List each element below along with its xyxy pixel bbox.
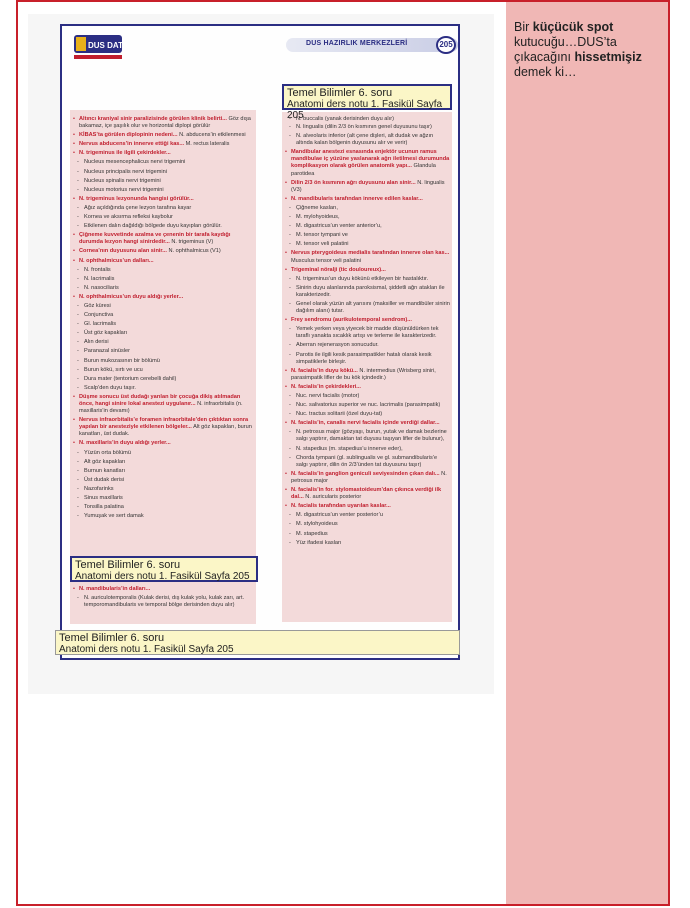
item-text: Conjunctiva	[84, 312, 114, 319]
list-item	[72, 321, 252, 328]
list-item	[72, 330, 252, 337]
item-question: N. mandibularis tarafından innerve edilen kaslar...	[291, 195, 423, 202]
list-item	[284, 267, 450, 274]
item-text: Göz küresi	[84, 302, 111, 309]
list-item	[284, 196, 450, 203]
item-text: N. alveolaris inferior (alt çene dişleri, alt dudak ve ağzın altında kalan bölgenin duyusunu alır ve verir)	[296, 133, 434, 147]
item-question: Nervus pterygoideus medialis tarafından innerve olan kas...	[291, 250, 450, 257]
item-text: Yüzün orta bölümü	[84, 449, 131, 456]
item-text: Tonsilla palatina	[84, 504, 124, 511]
side-note	[514, 20, 664, 80]
item-text: Glandula parotidea	[291, 163, 436, 177]
list-item	[284, 512, 450, 519]
list-item	[284, 429, 450, 443]
list-item	[72, 196, 252, 203]
item-question: Trigeminal nöralji (tic douloureux)...	[291, 266, 386, 273]
item-text: Parotis ile ilgili kesik parasimpatikler hatalı olarak kesik simpatiklerle birleşir.	[296, 351, 432, 365]
item-question: N. trigeminus ile ilgili çekirdekler...	[79, 150, 171, 157]
list-item	[72, 348, 252, 355]
list-item	[284, 317, 450, 324]
item-text: Göz dışa bakamaz, içe şaşılık olur ve horizontal diplopi görülür	[79, 116, 251, 130]
item-text: Aberran rejenerasyon sonucudur.	[296, 342, 379, 349]
item-text: Nazofarinks	[84, 485, 114, 492]
list-item	[284, 285, 450, 299]
item-text: Sinus maxillaris	[84, 495, 123, 502]
item-text: N. petrosus major	[291, 470, 447, 484]
item-question: Dilin 2/3 ön kısmının ağrı duyusunu alan sinir...	[291, 179, 416, 186]
list-item	[72, 486, 252, 493]
item-question: N. facialis’in, canalis nervi facialis içinde verdiği dallar...	[291, 420, 440, 427]
item-question: Düşme sonucu üst dudağı yarılan bir çocuğa dikiş atılmadan önce, hangi sinire lokal anestezi uygulanır...	[79, 393, 241, 407]
list-item	[284, 420, 450, 427]
item-text: Burnun kanatları	[84, 467, 126, 474]
item-question: N. maxillaris’in duyu aldığı yerler...	[79, 440, 171, 447]
list-item	[284, 411, 450, 418]
list-item	[72, 232, 252, 246]
item-question: N. facialis’in ganglion geniculi seviyesinden çıkan dalı...	[291, 470, 440, 477]
list-item	[284, 352, 450, 366]
list-item	[284, 521, 450, 528]
list-item	[72, 205, 252, 212]
list-item	[72, 450, 252, 457]
item-text: Musculus tensor veli palatini	[291, 257, 361, 264]
item-text: N. ophthalmicus (V1)	[166, 248, 221, 255]
item-question: Frey sendromu (aurikulotemporal sendrom)...	[291, 317, 412, 324]
item-question: Altıncı kraniyal sinir paralizisinde görülen klinik belirti...	[79, 116, 227, 122]
item-text: Kornea ve aksırma refleksi kaybolur	[84, 214, 173, 221]
item-text: Alın derisi	[84, 339, 109, 346]
item-text: N. lingualis (dilin 2/3 ön kısmının genel duyusunu taşır)	[296, 124, 432, 130]
item-text: Scalp’den duyu taşır.	[84, 384, 136, 391]
item-text: Nuc. tractus solitarii (özel duyu-tat)	[296, 411, 383, 418]
item-question: Cornea’nın duyusunu alan sinir...	[79, 248, 167, 255]
list-item	[72, 312, 252, 319]
item-text: M. tensor veli palatini	[296, 241, 349, 248]
list-item	[72, 376, 252, 383]
note-subtitle: Anatomi ders notu 1. Fasikül Sayfa 205	[287, 99, 443, 121]
item-text: M. rectus lateralis	[184, 141, 230, 148]
logo-text: DUS DATA	[88, 41, 129, 50]
highlight-box-middle	[70, 556, 258, 582]
note-title: Temel Bilimler 6. soru	[75, 559, 181, 571]
list-item	[284, 205, 450, 212]
list-item	[72, 159, 252, 166]
item-text: Chorda tympani (gl. sublingualis ve gl. submandibularis’e salgı yaptırır, dilin ön 2/3’ünden tat duyusunu taşır)	[296, 454, 438, 468]
note-subtitle: Anatomi ders notu 1. Fasikül Sayfa 205	[59, 644, 234, 655]
list-item	[284, 180, 450, 194]
list-item	[72, 132, 252, 139]
list-item	[284, 250, 450, 264]
item-text: N. auriculotemporalis (Kulak derisi, dış kulak yolu, kulak zarı, art. temporomandibularis ve temporal bölge derisinden duyu alır)	[84, 595, 245, 609]
item-question: N. facialis’in duyu kökü...	[291, 367, 358, 374]
list-item	[284, 531, 450, 538]
list-item	[72, 477, 252, 484]
item-text: Burun kökü, sırtı ve ucu	[84, 366, 143, 373]
list-item	[72, 303, 252, 310]
item-text: Genel olarak yüzün alt yarısını (maksiller ve mandibüler sinirin dağılım alanı) tutar.	[296, 300, 450, 315]
header-title: DUS HAZIRLIK MERKEZLERİ	[306, 40, 408, 47]
list-item	[284, 241, 450, 248]
list-item	[72, 385, 252, 392]
item-text: Yumuşak ve sert damak	[84, 513, 144, 520]
side-panel	[506, 2, 668, 904]
item-text: N. lacrimalis	[84, 275, 115, 282]
list-item	[284, 384, 450, 391]
side-note-text: demek ki…	[514, 65, 577, 79]
right-column	[284, 124, 450, 549]
item-question: KİBAS’ta görülen diplopinin nedeni...	[79, 132, 178, 139]
item-text: M. tensor tympani ve	[296, 232, 348, 239]
list-item	[72, 513, 252, 520]
item-question: N. facialis tarafından uyarılan kaslar...	[291, 503, 391, 510]
item-question: N. ophthalmicus’un dalları...	[79, 257, 154, 264]
item-question: Nervus infraorbitalis’e foramen infraorbitale’den çıktıktan sonra yapılan bir anesteziyle etkilenen bölgeler...	[79, 417, 249, 431]
item-text: N. intermedius (Wrisberg siniri, parasimpatik lifler de bu kök içindedir.)	[291, 367, 436, 381]
item-text: Nucleus spinalis nervi trigemini	[84, 177, 161, 184]
list-item	[284, 326, 450, 340]
list-item	[72, 504, 252, 511]
list-item: - N. buccalis (yanak derisinden duyu alır)	[284, 116, 450, 123]
item-question: Nervus abducens’in innerve ettiği kas...	[79, 141, 185, 148]
item-text: Burun mukozasının bir bölümü	[84, 357, 160, 364]
list-item	[284, 446, 450, 453]
item-text: N. abducens’in etkilenmesi	[177, 132, 246, 139]
list-item	[72, 285, 252, 292]
item-text: M. stapedius	[296, 530, 328, 537]
list-item	[72, 586, 252, 593]
item-question: N. ophthalmicus’un duyu aldığı yerler...	[79, 293, 184, 300]
list-item	[72, 468, 252, 475]
side-note-bold: küçücük spot	[532, 20, 614, 34]
list-item	[72, 150, 252, 157]
item-text: Etkilenen dalın dağıldığı bölgede duyu kayıpları görülür.	[84, 223, 222, 230]
side-note-text: Bir	[514, 20, 533, 34]
item-text: Sinirin duyu alanlarında paroksismal, şiddetli ağrı atakları ile karakterizedir.	[296, 284, 445, 298]
list-item	[72, 214, 252, 221]
item-question: N. mandibularis’in dalları...	[79, 586, 151, 592]
item-text: Nuc. salivatorius superior ve nuc. lacrimalis (parasimpatik)	[296, 402, 441, 409]
item-question: N. facialis’in for. stylomastoideum’dan çıkınca verdiği ilk dal...	[291, 487, 442, 501]
side-note-bold: hissetmişiz	[574, 50, 642, 64]
item-text: Nucleus mesencephalicus nervi trigemini	[84, 159, 186, 166]
list-item	[72, 367, 252, 374]
list-item	[284, 276, 450, 283]
item-text: Nuc. nervi facialis (motor)	[296, 393, 360, 399]
list-item	[72, 248, 252, 255]
list-item	[72, 169, 252, 176]
item-text: Çiğneme kasları,	[296, 204, 338, 211]
item-text: M. stylohyoideus	[296, 521, 338, 528]
list-item	[72, 276, 252, 283]
list-item	[284, 368, 450, 382]
item-text: Gl. lacrimalis	[84, 321, 117, 328]
item-text: Alt göz kapakları, burun kanatları, üst dudak.	[79, 424, 252, 438]
page-number-badge: 205	[436, 36, 456, 54]
item-text: N. infraorbitalis (n. maxillaris’in devamı)	[79, 401, 243, 415]
list-item	[284, 301, 450, 315]
item-text: N. stapedius (m. stapedius’u innerve eder),	[296, 445, 403, 452]
item-text: Üst dudak derisi	[84, 476, 125, 483]
list-item	[284, 455, 450, 469]
item-text: M. mylohyoideus,	[296, 214, 340, 221]
list-item	[72, 141, 252, 148]
left-column	[72, 116, 252, 522]
left-column-bottom	[72, 586, 252, 611]
list-item	[284, 232, 450, 239]
item-question: N. trigeminus lezyonunda hangisi görülür...	[79, 195, 194, 202]
item-text: M. digastricus’un venter posterior’u	[296, 512, 383, 519]
item-text: N. auricularis posterior	[303, 494, 362, 501]
list-item	[284, 133, 450, 147]
list-item	[284, 540, 450, 547]
item-text: N. petrosus major (gözyaşı, burun, yutak ve damak bezlerine salgı yaptırır, damaktan tat duyusu taşıyan lifler de bulunur),	[296, 429, 447, 443]
item-text: Nucleus principalis nervi trigemini	[84, 168, 168, 175]
list-item	[72, 294, 252, 301]
item-text: Ağız açıldığında çene lezyon tarafına kayar	[84, 204, 192, 211]
list-item	[72, 595, 252, 609]
item-text: M. digastricus’un venter anterior’u,	[296, 223, 382, 230]
list-item	[72, 339, 252, 346]
list-item	[72, 394, 252, 415]
item-text: Alt göz kapakları	[84, 458, 126, 465]
list-item	[284, 342, 450, 349]
dusdata-logo	[72, 33, 129, 63]
note-title: Temel Bilimler 6. soru	[59, 632, 165, 644]
item-text: Yemek yerken veya yiyecek bir madde düşünüldürken tek taraflı yanakta sıcaklık artışı ve terleme ile karakterizedir.	[296, 326, 439, 340]
list-item	[72, 258, 252, 265]
item-text: N. frontalis	[84, 266, 111, 273]
list-item	[72, 417, 252, 438]
list-item	[284, 223, 450, 230]
list-item	[72, 459, 252, 466]
item-text: N. trigeminus (V)	[169, 239, 214, 246]
item-question: Mandibular anestezi esnasında enjektör ucunun ramus mandibulae iç yüzüne yaslanarak ağrı iletilmesi durumunda komplikasyon olarak görülen anatomik yapı...	[291, 149, 450, 170]
list-item	[72, 187, 252, 194]
list-item	[284, 487, 450, 501]
item-text: Nucleus motorius nervi trigemini	[84, 186, 164, 193]
list-item	[284, 393, 450, 400]
list-item	[72, 440, 252, 447]
list-item	[72, 223, 252, 230]
item-text: Üst göz kapakları	[84, 330, 128, 337]
list-item	[72, 358, 252, 365]
list-item	[72, 178, 252, 185]
highlight-box-bottom	[55, 630, 460, 655]
item-text: Paranazal sinüsler	[84, 348, 131, 355]
item-text: Yüz ifadesi kasları	[296, 539, 342, 546]
list-item	[284, 149, 450, 177]
item-text: Dura mater (tentorium cerebelli dahil)	[84, 375, 177, 382]
list-item	[72, 495, 252, 502]
note-title: Temel Bilimler 6. soru	[287, 87, 393, 99]
list-item	[284, 214, 450, 221]
list-item	[284, 402, 450, 409]
item-text: N. nasociliaris	[84, 284, 119, 291]
item-text: N. lingualis (V3)	[291, 179, 445, 193]
list-item	[284, 503, 450, 510]
side-note-text: çıkacağını	[514, 50, 575, 64]
item-question: Çiğneme kuvvetinde azalma ve çenenin bir tarafa kaydığı durumda lezyon hangi sinirdedir...	[79, 232, 231, 246]
list-item	[284, 471, 450, 485]
list-item	[72, 267, 252, 274]
note-subtitle: Anatomi ders notu 1. Fasikül Sayfa 205	[75, 571, 250, 582]
item-text: N. trigeminus’un duyu kökünü etkileyen bir hastalıktır.	[296, 275, 429, 282]
list-item	[72, 116, 252, 130]
side-note-text: kutucuğu…DUS’ta	[514, 35, 617, 49]
item-question: N. facialis’in çekirdekleri...	[291, 383, 361, 390]
